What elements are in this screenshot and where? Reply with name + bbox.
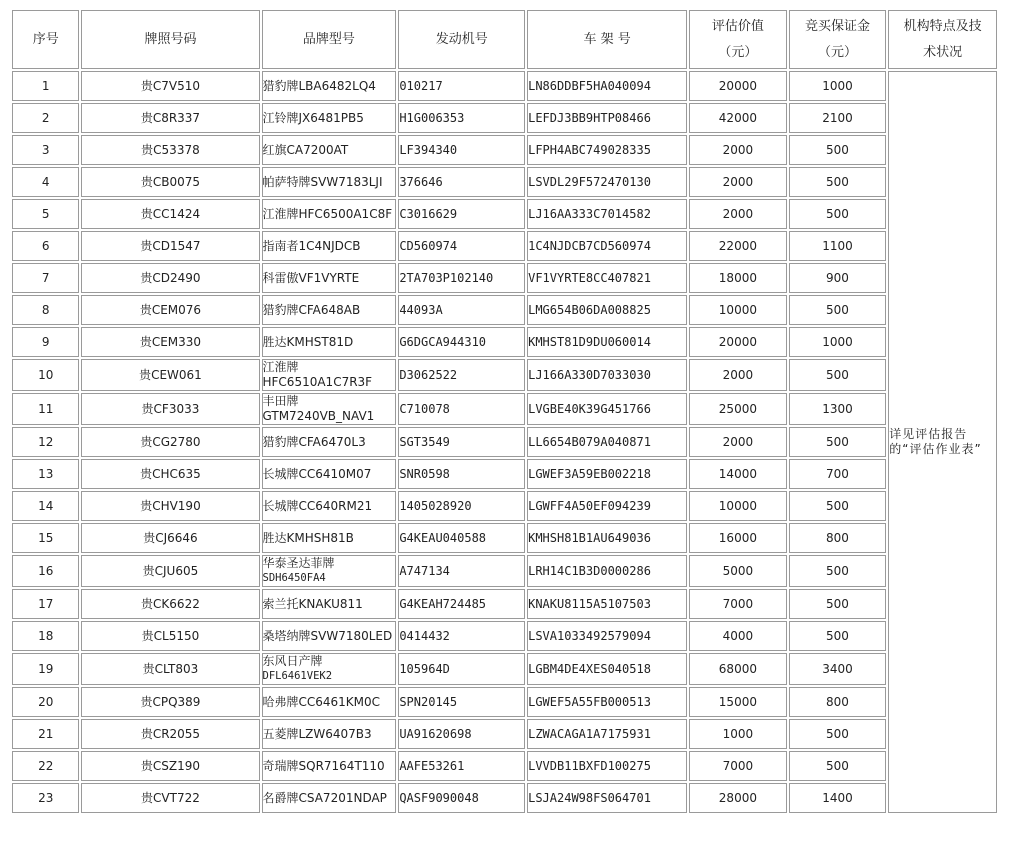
cell-seq: 18 — [12, 621, 79, 651]
vehicle-auction-table — [10, 8, 999, 815]
cell-plate: 贵CJ6646 — [81, 523, 259, 553]
cell-seq: 9 — [12, 327, 79, 357]
cell-plate: 贵CG2780 — [81, 427, 259, 457]
cell-engine: AAFE53261 — [398, 751, 525, 781]
cell-deposit: 2100 — [789, 103, 887, 133]
cell-engine: H1G006353 — [398, 103, 525, 133]
cell-frame: LVGBE40K39G451766 — [527, 393, 687, 425]
cell-frame: LEFDJ3BB9HTP08466 — [527, 103, 687, 133]
cell-deposit: 900 — [789, 263, 887, 293]
cell-value: 2000 — [689, 359, 787, 391]
cell-plate: 贵CPQ389 — [81, 687, 259, 717]
cell-engine: SPN20145 — [398, 687, 525, 717]
table-row — [12, 231, 997, 261]
cell-model — [262, 653, 397, 685]
header-remark-line1: 机构特点及技 — [903, 18, 982, 34]
cell-frame: LGBM4DE4XES040518 — [527, 653, 687, 685]
cell-frame: 1C4NJDCB7CD560974 — [527, 231, 687, 261]
table-row — [12, 199, 997, 229]
cell-frame: LGWEF3A59EB002218 — [527, 459, 687, 489]
table-row — [12, 687, 997, 717]
header-remark — [888, 10, 997, 69]
cell-model: 奇瑞牌SQR7164T110 — [262, 751, 397, 781]
cell-engine: 105964D — [398, 653, 525, 685]
header-remark-line2: 术状况 — [923, 44, 963, 60]
cell-engine: G4KEAU040588 — [398, 523, 525, 553]
cell-frame: LVVDB11BXFD100275 — [527, 751, 687, 781]
cell-model-line1: 华泰圣达菲牌 — [262, 556, 335, 570]
cell-seq: 12 — [12, 427, 79, 457]
cell-seq: 20 — [12, 687, 79, 717]
cell-value: 14000 — [689, 459, 787, 489]
cell-frame: LGWFF4A50EF094239 — [527, 491, 687, 521]
cell-deposit: 500 — [789, 751, 887, 781]
cell-deposit: 500 — [789, 199, 887, 229]
cell-deposit: 500 — [789, 427, 887, 457]
cell-model — [262, 555, 397, 587]
cell-engine: G4KEAH724485 — [398, 589, 525, 619]
cell-model: 江铃牌JX6481PB5 — [262, 103, 397, 133]
cell-seq: 11 — [12, 393, 79, 425]
cell-engine: G6DGCA944310 — [398, 327, 525, 357]
cell-value: 68000 — [689, 653, 787, 685]
cell-frame: LMG654B06DA008825 — [527, 295, 687, 325]
cell-frame: VF1VYRTE8CC407821 — [527, 263, 687, 293]
cell-engine: 1405028920 — [398, 491, 525, 521]
cell-value: 28000 — [689, 783, 787, 813]
cell-value: 20000 — [689, 327, 787, 357]
cell-engine: LF394340 — [398, 135, 525, 165]
cell-value: 10000 — [689, 491, 787, 521]
cell-value: 7000 — [689, 751, 787, 781]
cell-value: 2000 — [689, 167, 787, 197]
header-value — [689, 10, 787, 69]
cell-plate: 贵CEM076 — [81, 295, 259, 325]
cell-engine: SNR0598 — [398, 459, 525, 489]
cell-model: 五菱牌LZW6407B3 — [262, 719, 397, 749]
cell-model: 桑塔纳牌SVW7180LED — [262, 621, 397, 651]
cell-model: 红旗CA7200AT — [262, 135, 397, 165]
cell-engine: C3016629 — [398, 199, 525, 229]
table-row — [12, 719, 997, 749]
cell-deposit: 800 — [789, 687, 887, 717]
table-row — [12, 555, 997, 587]
cell-value: 25000 — [689, 393, 787, 425]
cell-seq: 1 — [12, 71, 79, 101]
cell-value: 5000 — [689, 555, 787, 587]
cell-seq: 10 — [12, 359, 79, 391]
cell-engine: 0414432 — [398, 621, 525, 651]
cell-model: 猎豹牌LBA6482LQ4 — [262, 71, 397, 101]
cell-model: 指南者1C4NJDCB — [262, 231, 397, 261]
cell-frame: LN86DDBF5HA040094 — [527, 71, 687, 101]
table-row — [12, 427, 997, 457]
cell-deposit: 500 — [789, 295, 887, 325]
cell-plate: 贵CEW061 — [81, 359, 259, 391]
table-row — [12, 295, 997, 325]
cell-model: 胜达KMHSH81B — [262, 523, 397, 553]
cell-seq: 6 — [12, 231, 79, 261]
table-row — [12, 459, 997, 489]
cell-value: 2000 — [689, 135, 787, 165]
cell-engine: D3062522 — [398, 359, 525, 391]
cell-plate: 贵CJU605 — [81, 555, 259, 587]
header-value-line1: 评估价值 — [711, 18, 764, 34]
cell-model: 名爵牌CSA7201NDAP — [262, 783, 397, 813]
cell-value: 4000 — [689, 621, 787, 651]
cell-engine: UA91620698 — [398, 719, 525, 749]
cell-model: 猎豹牌CFA6470L3 — [262, 427, 397, 457]
cell-plate: 贵CK6622 — [81, 589, 259, 619]
cell-model: 帕萨特牌SVW7183LJI — [262, 167, 397, 197]
cell-value: 2000 — [689, 199, 787, 229]
cell-deposit: 500 — [789, 621, 887, 651]
cell-value: 42000 — [689, 103, 787, 133]
cell-seq: 13 — [12, 459, 79, 489]
cell-plate: 贵CL5150 — [81, 621, 259, 651]
cell-plate: 贵CR2055 — [81, 719, 259, 749]
cell-frame: KMHST81D9DU060014 — [527, 327, 687, 357]
table-row — [12, 393, 997, 425]
cell-seq: 22 — [12, 751, 79, 781]
table-row — [12, 103, 997, 133]
cell-plate: 贵CHV190 — [81, 491, 259, 521]
cell-value: 20000 — [689, 71, 787, 101]
cell-frame: LJ16AA333C7014582 — [527, 199, 687, 229]
table-row — [12, 523, 997, 553]
cell-model-line1: 东风日产牌 — [262, 654, 323, 668]
cell-deposit: 1000 — [789, 327, 887, 357]
cell-plate: 贵CF3033 — [81, 393, 259, 425]
cell-plate: 贵CHC635 — [81, 459, 259, 489]
header-deposit-line1: 竞买保证金 — [804, 18, 870, 34]
cell-model: 长城牌CC6410M07 — [262, 459, 397, 489]
cell-plate: 贵CB0075 — [81, 167, 259, 197]
cell-seq: 16 — [12, 555, 79, 587]
header-deposit — [789, 10, 887, 69]
cell-deposit: 500 — [789, 719, 887, 749]
table-row — [12, 621, 997, 651]
cell-seq: 19 — [12, 653, 79, 685]
cell-deposit: 1400 — [789, 783, 887, 813]
header-model: 品牌型号 — [262, 10, 397, 69]
cell-seq: 14 — [12, 491, 79, 521]
table-row — [12, 167, 997, 197]
cell-seq: 4 — [12, 167, 79, 197]
cell-value: 18000 — [689, 263, 787, 293]
cell-plate: 贵C7V510 — [81, 71, 259, 101]
cell-value: 7000 — [689, 589, 787, 619]
cell-deposit: 700 — [789, 459, 887, 489]
cell-seq: 2 — [12, 103, 79, 133]
cell-model-line2: SDH6450FA4 — [262, 572, 326, 584]
header-row — [12, 10, 997, 69]
cell-value: 1000 — [689, 719, 787, 749]
cell-frame: LFPH4ABC749028335 — [527, 135, 687, 165]
cell-seq: 15 — [12, 523, 79, 553]
cell-deposit: 500 — [789, 555, 887, 587]
cell-model: 丰田牌GTM7240VB_NAV1 — [262, 393, 397, 425]
cell-plate: 贵CC1424 — [81, 199, 259, 229]
table-row — [12, 263, 997, 293]
cell-deposit: 3400 — [789, 653, 887, 685]
cell-engine: QASF9090048 — [398, 783, 525, 813]
header-engine: 发动机号 — [398, 10, 525, 69]
table-row — [12, 135, 997, 165]
cell-engine: CD560974 — [398, 231, 525, 261]
cell-frame: KMHSH81B1AU649036 — [527, 523, 687, 553]
cell-remark: 详见评估报告的“评估作业表” — [888, 71, 997, 813]
cell-deposit: 800 — [789, 523, 887, 553]
cell-engine: A747134 — [398, 555, 525, 587]
cell-deposit: 500 — [789, 359, 887, 391]
cell-model: 索兰托KNAKU811 — [262, 589, 397, 619]
cell-seq: 17 — [12, 589, 79, 619]
cell-seq: 5 — [12, 199, 79, 229]
table-row — [12, 589, 997, 619]
cell-plate: 贵CLT803 — [81, 653, 259, 685]
cell-frame: LRH14C1B3D0000286 — [527, 555, 687, 587]
cell-seq: 8 — [12, 295, 79, 325]
cell-plate: 贵C53378 — [81, 135, 259, 165]
cell-frame: LSVA1033492579094 — [527, 621, 687, 651]
cell-engine: SGT3549 — [398, 427, 525, 457]
cell-engine: 010217 — [398, 71, 525, 101]
table-row — [12, 71, 997, 101]
cell-value: 10000 — [689, 295, 787, 325]
cell-deposit: 1100 — [789, 231, 887, 261]
cell-model: 科雷傲VF1VYRTE — [262, 263, 397, 293]
cell-model-line2: DFL6461VEK2 — [262, 670, 333, 682]
cell-frame: KNAKU8115A5107503 — [527, 589, 687, 619]
cell-frame: LJ166A330D7033030 — [527, 359, 687, 391]
cell-deposit: 500 — [789, 589, 887, 619]
cell-plate: 贵CD1547 — [81, 231, 259, 261]
cell-seq: 23 — [12, 783, 79, 813]
cell-value: 16000 — [689, 523, 787, 553]
table-row — [12, 751, 997, 781]
table-row — [12, 653, 997, 685]
header-deposit-line2: （元） — [817, 44, 857, 60]
cell-plate: 贵CSZ190 — [81, 751, 259, 781]
cell-seq: 21 — [12, 719, 79, 749]
cell-model: 胜达KMHST81D — [262, 327, 397, 357]
cell-model: 猎豹牌CFA648AB — [262, 295, 397, 325]
cell-plate: 贵CD2490 — [81, 263, 259, 293]
cell-model: 江淮牌HFC6500A1C8F — [262, 199, 397, 229]
cell-value: 15000 — [689, 687, 787, 717]
cell-deposit: 1300 — [789, 393, 887, 425]
table-row — [12, 359, 997, 391]
cell-frame: LZWACAGA1A7175931 — [527, 719, 687, 749]
cell-seq: 7 — [12, 263, 79, 293]
header-plate: 牌照号码 — [81, 10, 259, 69]
cell-model: 长城牌CC640RM21 — [262, 491, 397, 521]
cell-plate: 贵CEM330 — [81, 327, 259, 357]
cell-frame: LGWEF5A55FB000513 — [527, 687, 687, 717]
cell-seq: 3 — [12, 135, 79, 165]
table-row — [12, 783, 997, 813]
cell-deposit: 500 — [789, 167, 887, 197]
cell-value: 22000 — [689, 231, 787, 261]
header-seq: 序号 — [12, 10, 79, 69]
cell-deposit: 1000 — [789, 71, 887, 101]
cell-engine: 44093A — [398, 295, 525, 325]
cell-plate: 贵C8R337 — [81, 103, 259, 133]
cell-frame: LSJA24W98FS064701 — [527, 783, 687, 813]
cell-value: 2000 — [689, 427, 787, 457]
cell-engine: 2TA703P102140 — [398, 263, 525, 293]
cell-frame: LL6654B079A040871 — [527, 427, 687, 457]
header-value-line2: （元） — [718, 44, 758, 60]
cell-plate: 贵CVT722 — [81, 783, 259, 813]
table-row — [12, 491, 997, 521]
table-row — [12, 327, 997, 357]
cell-engine: 376646 — [398, 167, 525, 197]
header-frame: 车 架 号 — [527, 10, 687, 69]
cell-frame: LSVDL29F572470130 — [527, 167, 687, 197]
cell-model: 哈弗牌CC6461KM0C — [262, 687, 397, 717]
cell-model: 江淮牌HFC6510A1C7R3F — [262, 359, 397, 391]
cell-deposit: 500 — [789, 491, 887, 521]
cell-deposit: 500 — [789, 135, 887, 165]
cell-engine: C710078 — [398, 393, 525, 425]
